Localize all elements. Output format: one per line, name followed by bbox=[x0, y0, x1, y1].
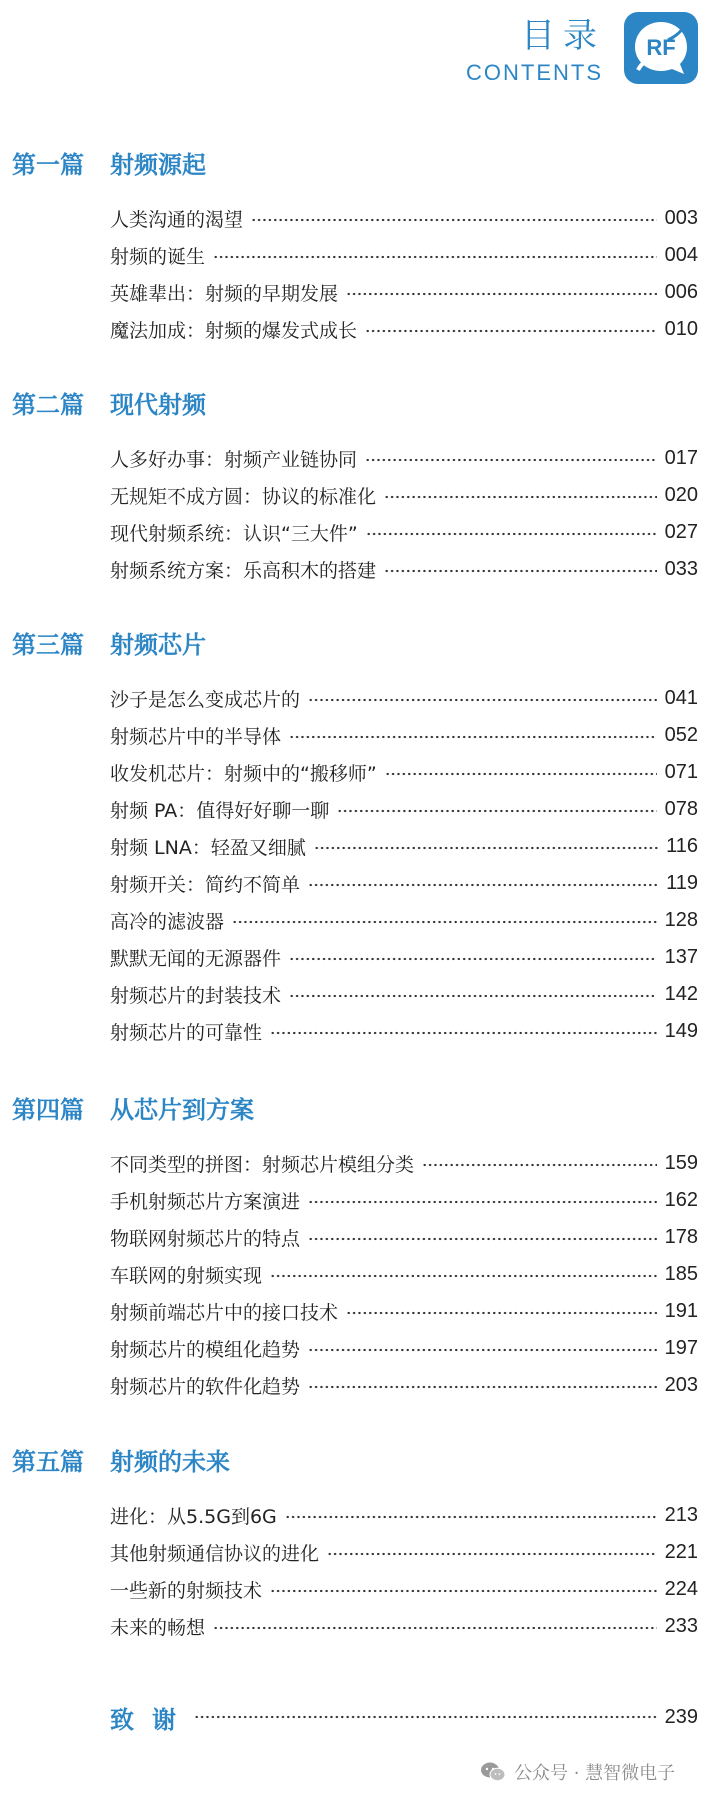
entry-title: 射频系统方案：乐高积木的搭建 bbox=[110, 559, 377, 582]
entry-page: 041 bbox=[664, 686, 698, 709]
entry-title: 高冷的滤波器 bbox=[110, 910, 225, 933]
entry-title: 射频芯片中的半导体 bbox=[110, 725, 282, 748]
entry-title: 不同类型的拼图：射频芯片模组分类 bbox=[110, 1153, 415, 1176]
toc-entry[interactable] bbox=[110, 203, 698, 233]
toc-entry[interactable] bbox=[110, 277, 698, 307]
toc-entry[interactable] bbox=[110, 443, 698, 473]
entry-title: 射频 PA：值得好好聊一聊 bbox=[110, 799, 330, 822]
entry-page: 203 bbox=[664, 1373, 698, 1396]
part-name: 射频源起 bbox=[110, 151, 206, 179]
dot-leader bbox=[365, 329, 657, 333]
entry-page: 119 bbox=[666, 871, 698, 894]
toc-entry[interactable] bbox=[110, 831, 698, 861]
dot-leader bbox=[270, 1031, 657, 1035]
dot-leader bbox=[213, 1626, 657, 1630]
entry-page: 020 bbox=[664, 483, 698, 506]
toc-entry[interactable] bbox=[110, 517, 698, 547]
toc-entry[interactable] bbox=[110, 720, 698, 750]
dot-leader bbox=[308, 1200, 657, 1204]
entry-page: 006 bbox=[664, 280, 698, 303]
toc-entry[interactable] bbox=[110, 314, 698, 344]
entry-page: 224 bbox=[664, 1577, 698, 1600]
toc-entry[interactable] bbox=[110, 868, 698, 898]
entry-page: 162 bbox=[664, 1188, 698, 1211]
dot-leader bbox=[270, 1274, 657, 1278]
toc-entry[interactable] bbox=[110, 1537, 698, 1567]
entry-page: 033 bbox=[664, 557, 698, 580]
toc-entry[interactable] bbox=[110, 1611, 698, 1641]
entry-title: 沙子是怎么变成芯片的 bbox=[110, 688, 301, 711]
dot-leader bbox=[308, 1348, 657, 1352]
toc-entry[interactable] bbox=[110, 1500, 698, 1530]
entry-page: 003 bbox=[664, 206, 698, 229]
entry-page: 142 bbox=[664, 982, 698, 1005]
page-title: 目录 bbox=[521, 16, 605, 56]
entry-page: 221 bbox=[664, 1540, 698, 1563]
dot-leader bbox=[327, 1552, 657, 1556]
dot-leader bbox=[308, 698, 657, 702]
part-number: 第三篇 bbox=[12, 631, 84, 659]
toc-entry-acknowledgement[interactable] bbox=[110, 1700, 698, 1734]
dot-leader bbox=[289, 957, 657, 961]
toc-entry[interactable] bbox=[110, 1016, 698, 1046]
toc-entry[interactable] bbox=[110, 1259, 698, 1289]
part-heading bbox=[12, 1095, 254, 1125]
entry-title: 射频开关：简约不简单 bbox=[110, 873, 301, 896]
part-heading bbox=[12, 150, 206, 180]
page-subtitle: CONTENTS bbox=[466, 60, 603, 85]
part-name: 从芯片到方案 bbox=[110, 1096, 254, 1124]
toc-entry[interactable] bbox=[110, 240, 698, 270]
toc-entry[interactable] bbox=[110, 1574, 698, 1604]
part-number: 第五篇 bbox=[12, 1448, 84, 1476]
entry-page: 191 bbox=[664, 1299, 698, 1322]
toc-entry[interactable] bbox=[110, 905, 698, 935]
entry-page: 010 bbox=[664, 317, 698, 340]
entry-page: 017 bbox=[664, 446, 698, 469]
dot-leader bbox=[285, 1515, 657, 1519]
entry-title: 人多好办事：射频产业链协同 bbox=[110, 448, 358, 471]
toc-entry[interactable] bbox=[110, 1185, 698, 1215]
entry-title: 魔法加成：射频的爆发式成长 bbox=[110, 319, 358, 342]
entry-page: 004 bbox=[664, 243, 698, 266]
entry-title: 车联网的射频实现 bbox=[110, 1264, 263, 1287]
dot-leader bbox=[422, 1163, 657, 1167]
entry-page: 116 bbox=[666, 834, 698, 857]
dot-leader bbox=[365, 458, 657, 462]
entry-title: 射频前端芯片中的接口技术 bbox=[110, 1301, 339, 1324]
rf-logo bbox=[624, 12, 698, 84]
part-name: 射频的未来 bbox=[110, 1448, 230, 1476]
entry-title: 射频芯片的封装技术 bbox=[110, 984, 282, 1007]
entry-title: 无规矩不成方圆：协议的标准化 bbox=[110, 485, 377, 508]
entry-title: 收发机芯片：射频中的“搬移师” bbox=[110, 762, 377, 785]
dot-leader bbox=[251, 218, 657, 222]
part-heading bbox=[12, 390, 206, 420]
toc-entry[interactable] bbox=[110, 683, 698, 713]
dot-leader bbox=[194, 1715, 657, 1719]
dot-leader bbox=[385, 772, 657, 776]
entry-title: 射频的诞生 bbox=[110, 245, 206, 268]
dot-leader bbox=[314, 846, 658, 850]
entry-page: 071 bbox=[664, 760, 698, 783]
dot-leader bbox=[346, 292, 657, 296]
entry-title: 其他射频通信协议的进化 bbox=[110, 1542, 320, 1565]
entry-title: 手机射频芯片方案演进 bbox=[110, 1190, 301, 1213]
toc-entry[interactable] bbox=[110, 979, 698, 1009]
entry-title: 现代射频系统：认识“三大件” bbox=[110, 522, 358, 545]
toc-entry[interactable] bbox=[110, 794, 698, 824]
entry-page: 128 bbox=[664, 908, 698, 931]
toc-entry[interactable] bbox=[110, 480, 698, 510]
part-name: 现代射频 bbox=[110, 391, 206, 419]
dot-leader bbox=[308, 1385, 657, 1389]
entry-page: 239 bbox=[664, 1705, 698, 1728]
entry-title: 人类沟通的渴望 bbox=[110, 208, 244, 231]
entry-page: 213 bbox=[664, 1503, 698, 1526]
dot-leader bbox=[366, 532, 657, 536]
entry-page: 027 bbox=[664, 520, 698, 543]
entry-page: 185 bbox=[664, 1262, 698, 1285]
toc-entry[interactable] bbox=[110, 757, 698, 787]
toc-entry[interactable] bbox=[110, 1333, 698, 1363]
part-heading bbox=[12, 1447, 230, 1477]
logo-text: RF bbox=[646, 35, 676, 60]
dot-leader bbox=[384, 495, 657, 499]
part-name: 射频芯片 bbox=[110, 631, 206, 659]
entry-page: 233 bbox=[664, 1614, 698, 1637]
toc-entry[interactable] bbox=[110, 554, 698, 584]
dot-leader bbox=[384, 569, 657, 573]
toc-entry[interactable] bbox=[110, 942, 698, 972]
entry-page: 137 bbox=[664, 945, 698, 968]
entry-page: 197 bbox=[664, 1336, 698, 1359]
toc-entry[interactable] bbox=[110, 1296, 698, 1326]
watermark-text: 公众号 · 慧智微电子 bbox=[514, 1763, 676, 1784]
dot-leader bbox=[270, 1589, 657, 1593]
entry-title: 进化：从5.5G到6G bbox=[110, 1505, 277, 1528]
dot-leader bbox=[308, 883, 658, 887]
part-number: 第一篇 bbox=[12, 151, 84, 179]
wechat-icon bbox=[480, 1761, 506, 1783]
entry-page: 159 bbox=[664, 1151, 698, 1174]
entry-title: 默默无闻的无源器件 bbox=[110, 947, 282, 970]
entry-title: 射频 LNA：轻盈又细腻 bbox=[110, 836, 306, 859]
entry-title: 英雄辈出：射频的早期发展 bbox=[110, 282, 339, 305]
toc-entry[interactable] bbox=[110, 1370, 698, 1400]
watermark bbox=[480, 1757, 675, 1787]
dot-leader bbox=[346, 1311, 657, 1315]
toc-entry[interactable] bbox=[110, 1148, 698, 1178]
dot-leader bbox=[213, 255, 657, 259]
dot-leader bbox=[289, 994, 657, 998]
entry-page: 178 bbox=[664, 1225, 698, 1248]
entry-page: 052 bbox=[664, 723, 698, 746]
part-number: 第二篇 bbox=[12, 391, 84, 419]
entry-title: 未来的畅想 bbox=[110, 1616, 206, 1639]
entry-title: 射频芯片的可靠性 bbox=[110, 1021, 263, 1044]
entry-title: 射频芯片的模组化趋势 bbox=[110, 1338, 301, 1361]
entry-page: 078 bbox=[664, 797, 698, 820]
dot-leader bbox=[289, 735, 657, 739]
toc-entry[interactable] bbox=[110, 1222, 698, 1252]
entry-title: 射频芯片的软件化趋势 bbox=[110, 1375, 301, 1398]
dot-leader bbox=[232, 920, 657, 924]
entry-title: 物联网射频芯片的特点 bbox=[110, 1227, 301, 1250]
part-heading bbox=[12, 630, 206, 660]
dot-leader bbox=[308, 1237, 657, 1241]
entry-page: 149 bbox=[664, 1019, 698, 1042]
entry-title: 一些新的射频技术 bbox=[110, 1579, 263, 1602]
dot-leader bbox=[337, 809, 656, 813]
acknowledgement-title: 致谢 bbox=[110, 1705, 194, 1734]
part-number: 第四篇 bbox=[12, 1096, 84, 1124]
